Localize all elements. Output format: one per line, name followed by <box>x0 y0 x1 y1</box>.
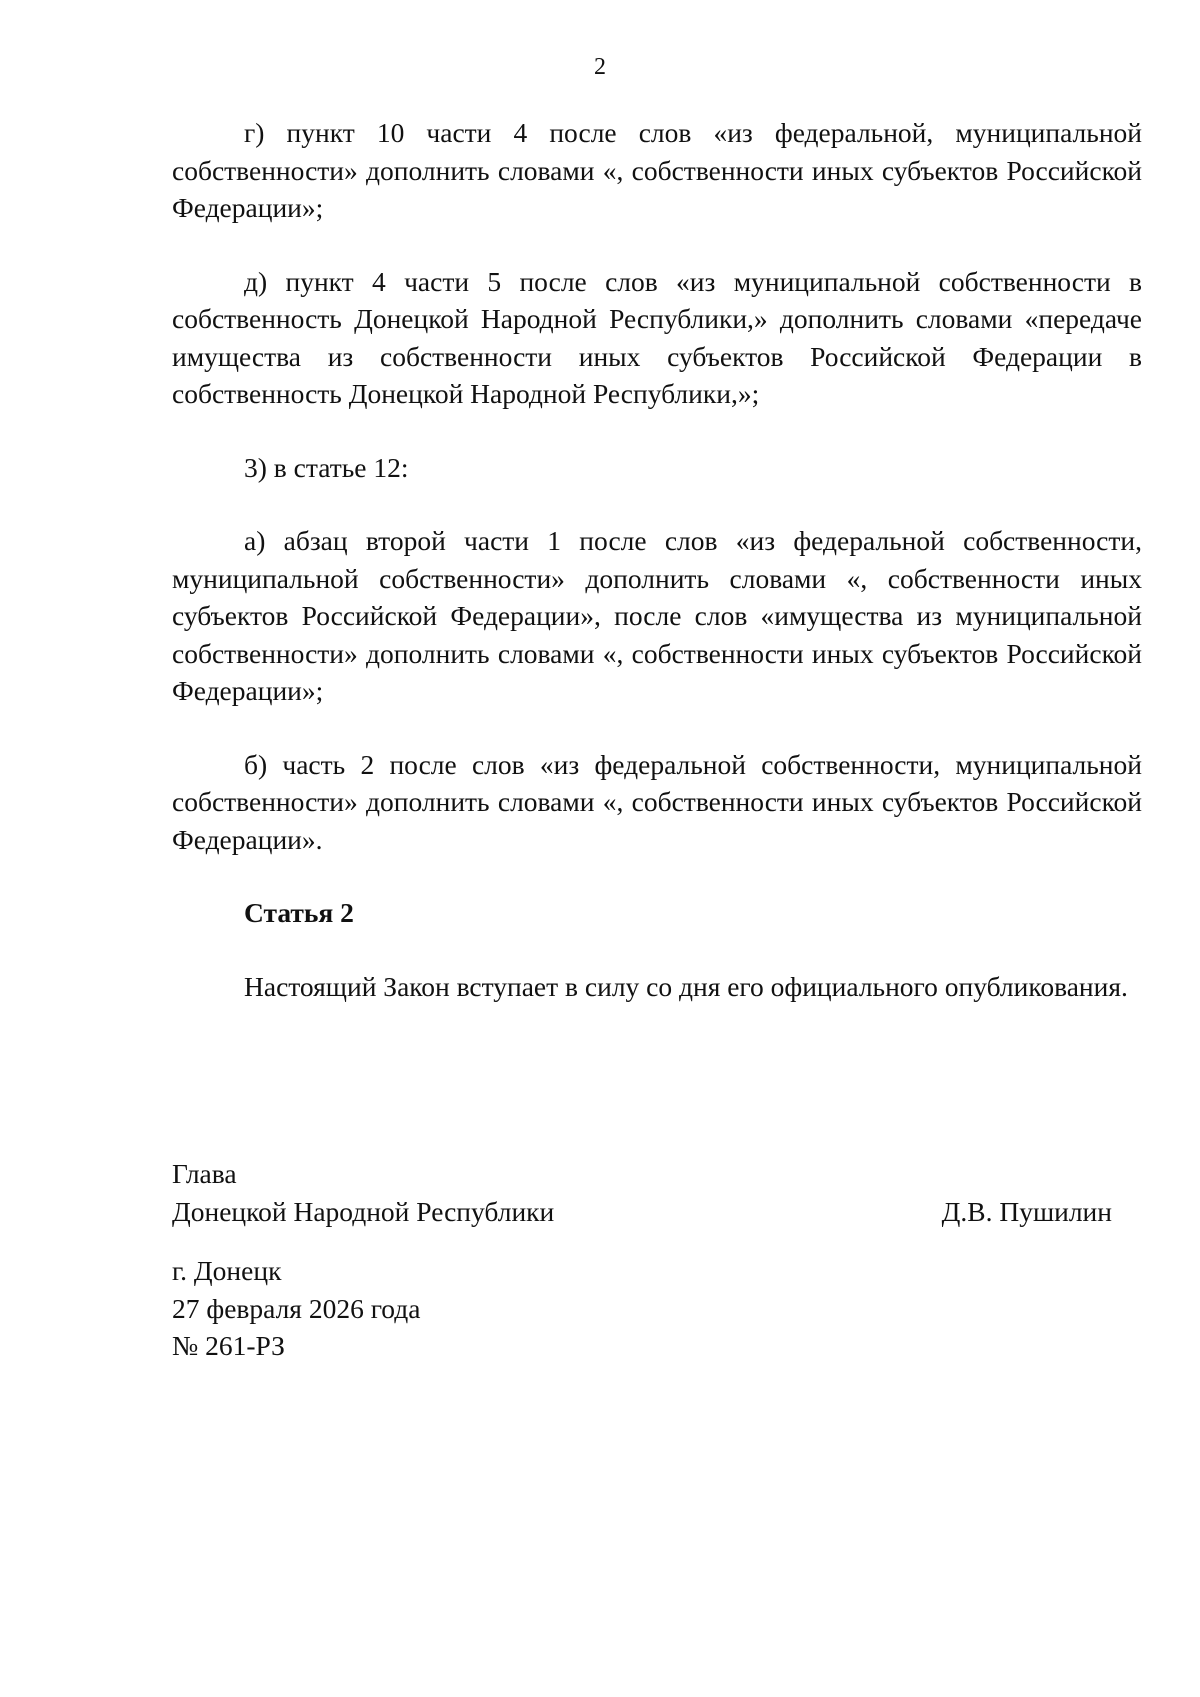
city: г. Донецк <box>172 1255 282 1286</box>
signature-row <box>172 1155 1112 1230</box>
paragraph-d: д) пункт 4 части 5 после слов «из муниципальной собственности в собственность Донецкой Народной Республики,» дополнить словами «передаче имущества из собственности иных субъектов Российской Федерации в собственность Донецкой Народной Республики,»; <box>172 265 1142 409</box>
page-number: 2 <box>594 54 606 80</box>
signatory-title <box>172 1155 554 1230</box>
paragraph-g: г) пункт 10 части 4 после слов «из федеральной, муниципальной собственности» дополнить словами «, собственности иных субъектов Российской Федерации»; <box>172 117 1142 223</box>
document-body <box>172 114 1142 1041</box>
article-heading: Статья 2 <box>244 897 354 928</box>
date: 27 февраля 2026 года <box>172 1292 421 1324</box>
signatory-name: Д.В. Пушилин <box>941 1195 1112 1227</box>
signatory-title-line2: Донецкой Народной Республики <box>172 1195 555 1227</box>
paragraph-3: 3) в статье 12: <box>244 451 409 483</box>
signature-block <box>172 1155 1112 1365</box>
paragraph-a: а) абзац второй части 1 после слов «из федеральной собственности, муниципальной собственности» дополнить словами «, собственности иных субъектов Российской Федерации», после слов «имущества из муниципальной собственности» дополнить словами «, собственности иных субъектов Российской Федерации»; <box>172 525 1142 706</box>
law-number: № 261-РЗ <box>172 1330 285 1361</box>
place-date-block <box>172 1252 1112 1365</box>
paragraph-b: б) часть 2 после слов «из федеральной собственности, муниципальной собственности» дополнить словами «, собственности иных субъектов Российской Федерации». <box>172 748 1142 855</box>
signatory-title-line1: Глава <box>172 1158 237 1189</box>
article-text: Настоящий Закон вступает в силу со дня его официального опубликования. <box>244 970 1128 1002</box>
